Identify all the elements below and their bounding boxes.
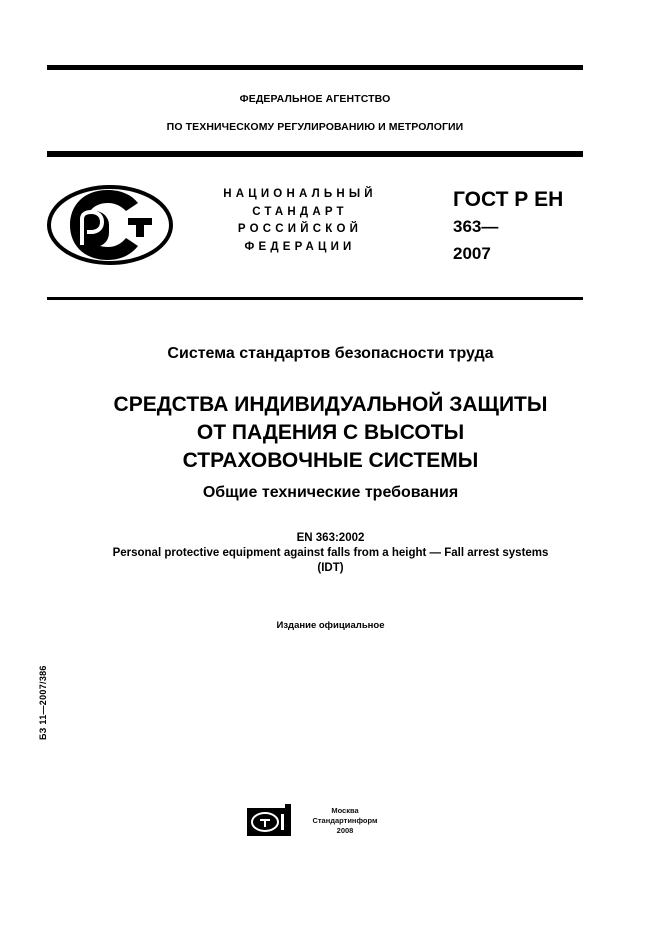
document-title	[0, 391, 661, 475]
publisher-name: Стандартинформ	[312, 816, 378, 825]
en-code: EN 363:2002	[296, 532, 365, 544]
document-subtitle: Общие технические требования	[202, 484, 459, 501]
title-line: ОТ ПАДЕНИЯ С ВЫСОТЫ	[196, 421, 465, 444]
publisher-city: Москва	[331, 806, 359, 815]
standard-designation	[453, 186, 563, 267]
publisher-info	[290, 806, 400, 836]
en-title: Personal protective equipment against falls from a height — Fall arrest systems	[112, 547, 549, 559]
title-line: СТРАХОВОЧНЫЕ СИСТЕМЫ	[182, 449, 479, 472]
designation-line-1: ГОСТ Р ЕН	[453, 188, 564, 211]
agency-line-2: ПО ТЕХНИЧЕСКОМУ РЕГУЛИРОВАНИЮ И МЕТРОЛОГИИ	[166, 121, 464, 133]
series-title: Система стандартов безопасности труда	[167, 345, 494, 362]
national-standard-line: СТАНДАРТ	[252, 205, 348, 218]
en-reference	[0, 531, 661, 576]
standartinform-logo-icon	[245, 804, 293, 838]
national-standard-line: РОССИЙСКОЙ	[237, 223, 363, 235]
rst-logo-icon	[46, 183, 176, 267]
national-standard-line: ФЕДЕРАЦИИ	[244, 240, 356, 253]
top-rule	[47, 65, 583, 70]
agency-line-1: ФЕДЕРАЛЬНОЕ АГЕНТСТВО	[239, 93, 391, 105]
logo-rule	[47, 297, 583, 300]
publisher-year: 2008	[336, 826, 354, 835]
national-standard-label	[200, 186, 400, 256]
official-edition-label: Издание официальное	[276, 620, 385, 631]
designation-line-3: 2007	[453, 244, 491, 263]
header-rule	[47, 151, 583, 157]
designation-line-2: 363—	[453, 217, 499, 236]
side-code: БЗ 11—2007/386	[38, 665, 48, 740]
national-standard-line: НАЦИОНАЛЬНЫЙ	[223, 188, 377, 200]
en-equivalence: (IDT)	[317, 562, 344, 574]
title-line: СРЕДСТВА ИНДИВИДУАЛЬНОЙ ЗАЩИТЫ	[113, 393, 548, 416]
